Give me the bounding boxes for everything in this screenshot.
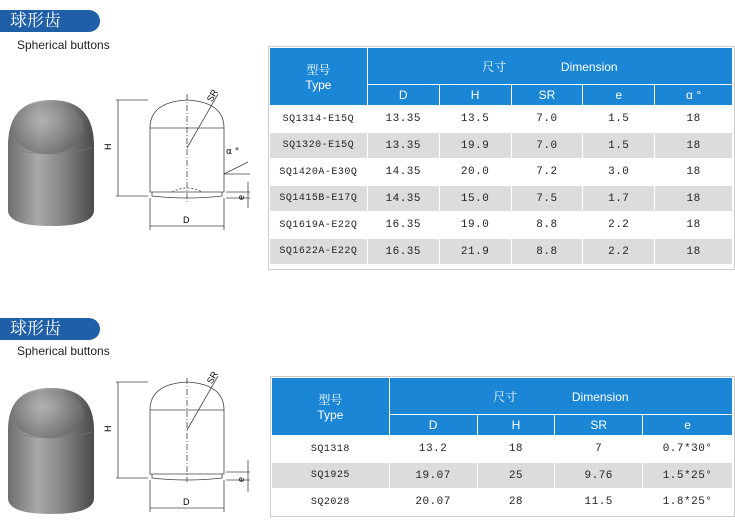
cell: SQ1415B-E17Q [270, 186, 368, 212]
cell: 8.8 [511, 212, 583, 239]
cell: SQ1320-E15Q [270, 133, 368, 159]
section-title-en: Spherical buttons [17, 38, 110, 52]
button-photo [4, 98, 98, 230]
label-e: e [236, 194, 246, 200]
cell: 18 [655, 186, 733, 212]
cell: 18 [655, 159, 733, 186]
cell: 7.0 [511, 133, 583, 159]
col-header: e [643, 415, 733, 436]
col-header: α ° [655, 85, 733, 106]
cell: 18 [655, 239, 733, 265]
label-d: D [183, 497, 190, 507]
header-type-en: Type [305, 78, 332, 92]
label-h: H [103, 143, 113, 150]
cell: 0.7*30° [643, 436, 733, 463]
cell: SQ1318 [272, 436, 390, 463]
header-dimension [389, 378, 732, 415]
cell: 8.8 [511, 239, 583, 265]
table-row [272, 463, 733, 489]
col-header: D [367, 85, 439, 106]
cell: 2.2 [583, 212, 655, 239]
cell: 7.2 [511, 159, 583, 186]
cell: 11.5 [555, 489, 643, 516]
dimension-diagram [100, 370, 265, 515]
cell: SQ1314-E15Q [270, 106, 368, 133]
cell: 18 [655, 106, 733, 133]
header-type-cn: 型号 [306, 63, 331, 77]
col-header: H [439, 85, 511, 106]
cell: 19.9 [439, 133, 511, 159]
cell: 15.0 [439, 186, 511, 212]
label-sr: SR [204, 370, 220, 386]
cell: 20.0 [439, 159, 511, 186]
cell: 2.2 [583, 239, 655, 265]
cell: 18 [655, 133, 733, 159]
cell: 1.5*25° [643, 463, 733, 489]
cell: SQ1622A-E22Q [270, 239, 368, 265]
label-d: D [183, 215, 190, 225]
cell: 13.5 [439, 106, 511, 133]
cell: 14.35 [367, 186, 439, 212]
table-row [272, 489, 733, 516]
section-title-cn: 球形齿 [0, 10, 100, 32]
table-row [270, 239, 733, 265]
cell: 1.8*25° [643, 489, 733, 516]
cell: 7.5 [511, 186, 583, 212]
header-dimension [367, 48, 732, 85]
cell: 20.07 [389, 489, 477, 516]
header-dim-cn: 尺寸 [482, 59, 507, 74]
cell: 13.2 [389, 436, 477, 463]
header-dim-en: Dimension [571, 389, 629, 404]
header-type-en: Type [317, 408, 344, 422]
cell: 18 [477, 436, 555, 463]
button-photo [4, 386, 98, 518]
cell: 19.0 [439, 212, 511, 239]
cell: 19.07 [389, 463, 477, 489]
col-header: H [477, 415, 555, 436]
table-row [270, 106, 733, 133]
cell: 25 [477, 463, 555, 489]
label-alpha: α ° [226, 147, 240, 157]
header-type-cn: 型号 [318, 393, 343, 407]
section-2 [0, 270, 735, 530]
col-header: SR [511, 85, 583, 106]
cell: SQ1619A-E22Q [270, 212, 368, 239]
cell: 18 [655, 212, 733, 239]
cell: SQ2028 [272, 489, 390, 516]
header-dim-cn: 尺寸 [493, 389, 518, 404]
cell: 28 [477, 489, 555, 516]
col-header: e [583, 85, 655, 106]
table-row [272, 436, 733, 463]
cell: 14.35 [367, 159, 439, 186]
cell: 7.0 [511, 106, 583, 133]
cell: 13.35 [367, 133, 439, 159]
table-row [270, 186, 733, 212]
cell: 21.9 [439, 239, 511, 265]
cell: SQ1420A-E30Q [270, 159, 368, 186]
cell: SQ1925 [272, 463, 390, 489]
cell: 1.7 [583, 186, 655, 212]
cell: 9.76 [555, 463, 643, 489]
header-type [272, 378, 390, 436]
cell: 16.35 [367, 212, 439, 239]
cell: 3.0 [583, 159, 655, 186]
spec-table-1 [269, 47, 733, 265]
section-title-en: Spherical buttons [17, 344, 110, 358]
col-header: SR [555, 415, 643, 436]
header-dim-en: Dimension [560, 59, 618, 74]
section-title-cn: 球形齿 [0, 318, 100, 340]
cell: 7 [555, 436, 643, 463]
label-sr: SR [204, 88, 220, 104]
table-row [270, 159, 733, 186]
cell: 16.35 [367, 239, 439, 265]
cell: 1.5 [583, 106, 655, 133]
label-h: H [103, 425, 113, 432]
spec-table-2 [271, 377, 733, 516]
header-type [270, 48, 368, 106]
table-row [270, 133, 733, 159]
table-row [270, 212, 733, 239]
dimension-diagram [100, 88, 265, 233]
col-header: D [389, 415, 477, 436]
cell: 1.5 [583, 133, 655, 159]
label-e: e [236, 476, 246, 482]
cell: 13.35 [367, 106, 439, 133]
